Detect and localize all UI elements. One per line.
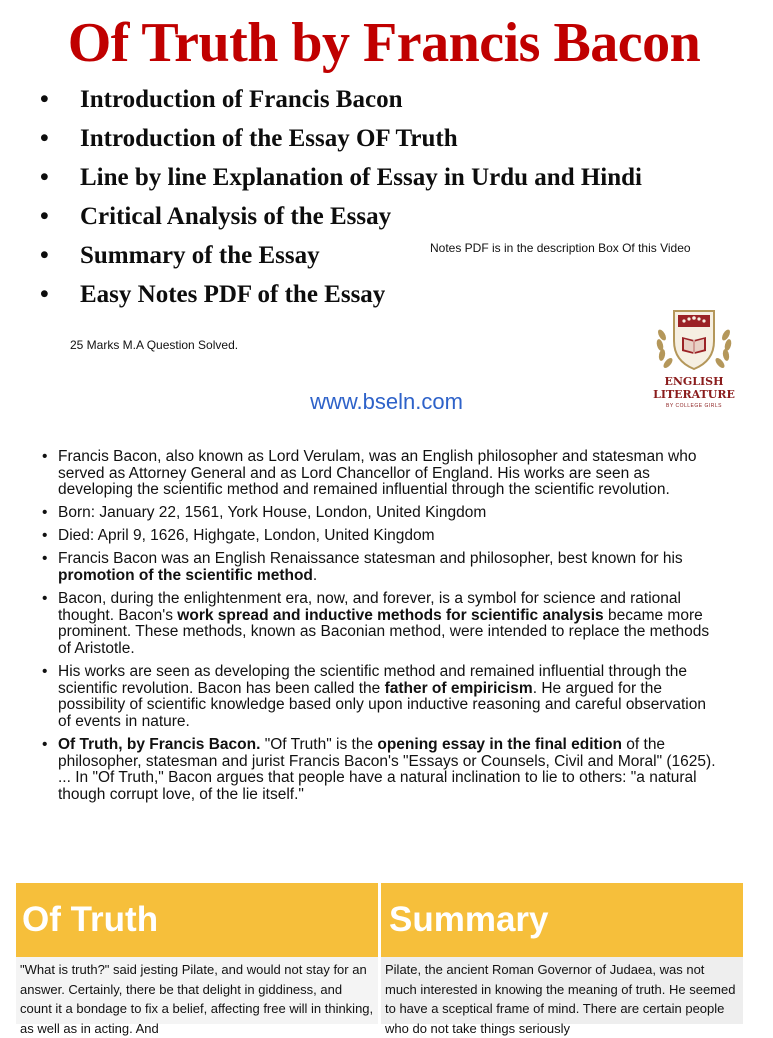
- fact-text: of the philosopher, statesman and jurist Francis Bacon's "Essays or Counsels, Civil and Moral" (1625). ... In "Of Truth," Bacon argues that people have a natural inclination to lie to others: "a natural though corrupt love, of the lie itself.": [58, 735, 716, 803]
- fact-item: [40, 551, 720, 584]
- notes-pdf-note: Notes PDF is in the description Box Of this Video: [430, 241, 691, 255]
- bullet: •: [42, 590, 48, 608]
- marks-note: 25 Marks M.A Question Solved.: [70, 338, 239, 352]
- fact-text: Died: April 9, 1626, Highgate, London, United Kingdom: [58, 527, 435, 545]
- fact-item: [40, 449, 720, 499]
- bullet: •: [40, 242, 49, 269]
- logo-line1: ENGLISH: [664, 375, 724, 388]
- topic-item: [40, 119, 642, 158]
- topics-list: [40, 80, 642, 314]
- header-summary: Summary: [381, 883, 743, 957]
- table-header-row: [16, 883, 743, 957]
- fact-emphasis: opening essay in the final edition: [377, 735, 622, 753]
- page-title: Of Truth by Francis Bacon: [67, 12, 701, 74]
- fact-item: [40, 664, 720, 730]
- essay-text-cell: "What is truth?" said jesting Pilate, and would not stay for an answer. Certainly, there be that delight in giddiness, and count it a bondage to fix a belief, affecting free will in thinking, as well as in acting. And: [16, 957, 378, 1024]
- fact-text: "Of Truth" is the: [260, 735, 378, 753]
- topic-item: [40, 80, 642, 119]
- fact-text: Francis Bacon, also known as Lord Verulam, was an English philosopher and statesman who served as Attorney General and as Lord Chancellor of England. His works are seen as developing the scientific method and remained influential through the scientific revolution.: [58, 448, 697, 499]
- bullet: •: [42, 735, 48, 753]
- fact-item: [40, 737, 720, 803]
- fact-emphasis: father of empiricism: [384, 679, 533, 697]
- bacon-facts-list: [40, 449, 720, 810]
- topic-label: Line by line Explanation of Essay in Urdu and Hindi: [80, 164, 642, 191]
- bullet: •: [40, 86, 49, 113]
- bullet: •: [40, 203, 49, 230]
- topic-label: Introduction of the Essay OF Truth: [80, 125, 458, 152]
- logo-subtitle: BY COLLEGE GIRLS: [666, 403, 722, 409]
- topic-item: [40, 197, 642, 236]
- topic-item: [40, 158, 642, 197]
- header-of-truth: Of Truth: [16, 883, 378, 957]
- english-literature-logo: [648, 305, 740, 423]
- fact-item: [40, 505, 720, 522]
- logo-line2: LITERATURE: [653, 388, 735, 401]
- bullet: •: [40, 281, 49, 308]
- topic-item: [40, 275, 642, 314]
- bullet: •: [42, 527, 48, 545]
- topic-label: Summary of the Essay: [80, 242, 320, 269]
- fact-emphasis: Of Truth, by Francis Bacon.: [58, 735, 261, 753]
- fact-text: Francis Bacon was an English Renaissance statesman and philosopher, best known for his: [58, 550, 683, 568]
- website-link[interactable]: www.bseln.com: [310, 389, 463, 414]
- fact-text: became more prominent. These methods, known as Baconian method, were intended to replace the methods of Aristotle.: [58, 606, 710, 657]
- bullet: •: [42, 448, 48, 465]
- fact-item: [40, 591, 720, 657]
- fact-text: .: [312, 567, 318, 585]
- fact-item: [40, 528, 720, 545]
- fact-text: Born: January 22, 1561, York House, London, United Kingdom: [58, 504, 487, 522]
- bullet: •: [42, 663, 48, 681]
- bullet: •: [40, 125, 49, 152]
- bullet: •: [40, 164, 49, 191]
- bullet: •: [42, 504, 48, 522]
- fact-text: His works are seen as developing the scientific method and remained influential through the scientific revolution. Bacon has been called the: [58, 663, 687, 697]
- summary-text-cell: Pilate, the ancient Roman Governor of Judaea, was not much interested in knowing the meaning of truth. He seemed to have a sceptical frame of mind. There are certain people who do not take things seriously: [381, 957, 743, 1024]
- topic-label: Introduction of Francis Bacon: [80, 86, 403, 113]
- fact-emphasis: promotion of the scientific method: [58, 567, 313, 585]
- table-row: [16, 957, 743, 1036]
- topic-label: Critical Analysis of the Essay: [80, 203, 392, 230]
- bullet: •: [42, 550, 48, 568]
- fact-text: . He argued for the possibility of scientific knowledge based only upon inductive reasoning and careful observation of events in nature.: [58, 679, 706, 730]
- fact-text: Bacon, during the enlightenment era, now, and forever, is a symbol for science and rational thought. Bacon's: [58, 590, 681, 624]
- fact-emphasis: work spread and inductive methods for scientific analysis: [177, 606, 604, 624]
- shield-book-laurel-icon: [652, 305, 736, 371]
- summary-table: [16, 883, 743, 1036]
- topic-label: Easy Notes PDF of the Essay: [80, 281, 386, 308]
